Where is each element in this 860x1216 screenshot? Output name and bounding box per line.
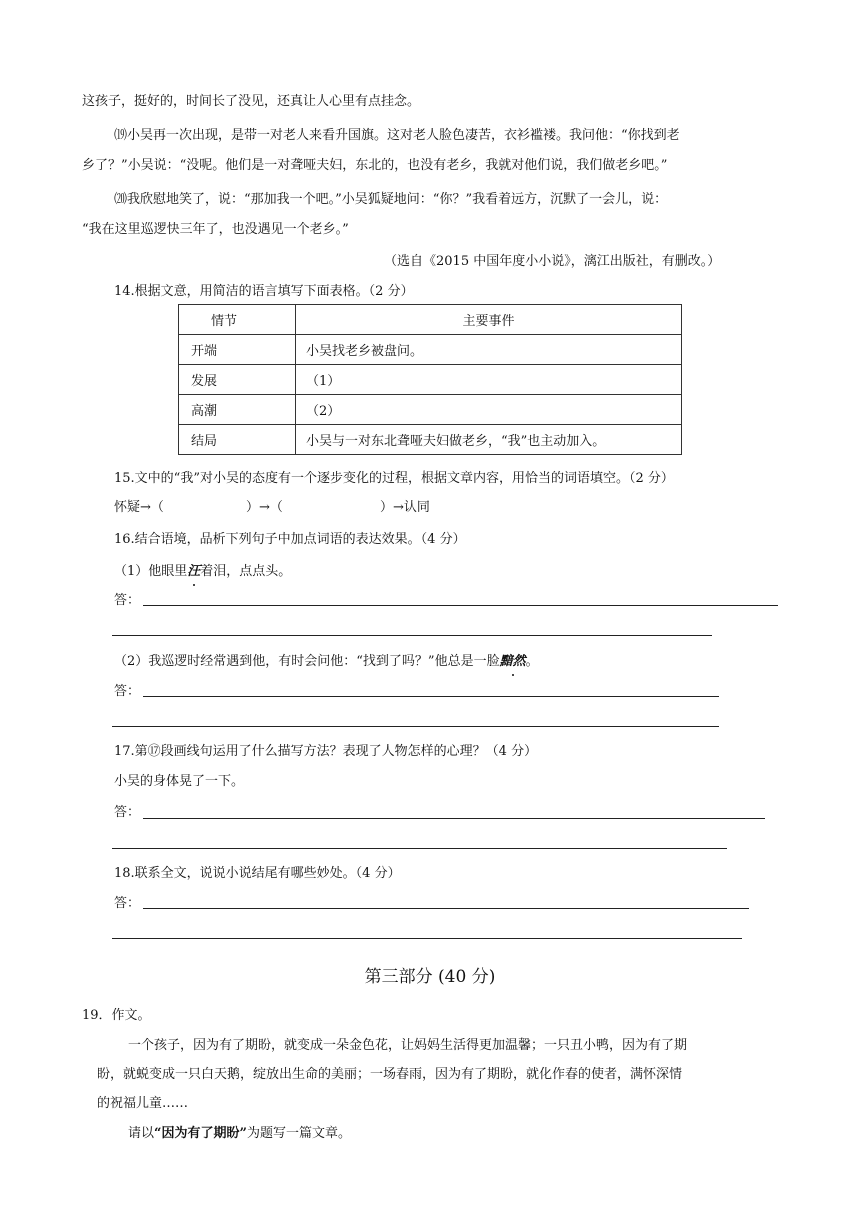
essay-prompt-line-1: 一个孩子，因为有了期盼，就变成一朵金色花，让妈妈生活得更加温馨；一只丑小鸭，因为有了期 [128,1038,688,1053]
header-cell-plot: 情节 [179,305,296,335]
question-17: 17.第⑰段画线句运用了什么描写方法？表现了人物怎样的心理？（4 分） [114,744,538,759]
source-citation: （选自《2015 中国年度小小说》，漓江出版社，有删改。） [384,254,721,269]
essay-task-pre: 请以 [128,1126,155,1141]
table-header-row [179,305,682,335]
table-cell-event[interactable]: （1） [296,365,682,395]
table-row [179,335,682,365]
answer-label: 答： [114,896,141,911]
dotted-word-wang: 汪 [187,562,200,582]
table-cell-stage: 发展 [179,365,296,395]
dotted-word-anran-text: 黯然 [500,652,526,672]
story-line-0: 这孩子，挺好的，时间长了没见，还真让人心里有点挂念。 [82,94,421,109]
paragraph-20-line-2: “我在这里巡逻快三年了，也没遇见一个老乡。” [82,222,349,237]
q16-sentence-1 [114,562,291,582]
table-cell-stage: 开端 [179,335,296,365]
table-row [179,365,682,395]
q17-sentence: 小吴的身体晃了一下。 [114,774,245,789]
table-cell-stage: 高潮 [179,395,296,425]
plot-table [178,304,682,455]
answer-label: 答： [114,593,141,608]
answer-line[interactable] [143,818,765,819]
paragraph-19-line-1: ⒆小吴再一次出现，是带一对老人来看升国旗。这对老人脸色凄苦，衣衫褴褛。我问他：“你找到老 [114,128,680,143]
paragraph-20-line-1: ⒇我欣慰地笑了，说：“那加我一个吧。”小吴狐疑地问：“你？”我看着远方，沉默了一会儿，说： [114,192,668,207]
q16-s1-pre: （1）他眼里 [114,564,188,579]
answer-line[interactable] [143,696,719,697]
answer-line[interactable] [143,605,778,606]
question-14: 14.根据文意，用简洁的语言填写下面表格。（2 分） [114,284,414,299]
question-16: 16.结合语境，品析下列句子中加点词语的表达效果。（4 分） [114,532,466,547]
answer-line[interactable] [112,938,742,939]
attitude-chain-start: 怀疑→（ [114,500,164,515]
essay-task-post: 为题写一篇文章。 [246,1126,351,1141]
answer-line[interactable] [112,635,712,636]
table-row [179,395,682,425]
answer-label: 答： [114,805,141,820]
essay-title: “因为有了期盼” [154,1126,247,1141]
question-18: 18.联系全文，说说小说结尾有哪些妙处。（4 分） [114,866,401,881]
section-heading-part-3: 第三部分 (40 分) [364,967,496,987]
paragraph-19-line-2: 乡了？”小吴说：“没呢。他们是一对聋哑夫妇，东北的，也没有老乡，我就对他们说，我们做老乡吧。” [82,158,668,173]
answer-line[interactable] [112,848,727,849]
table-cell-stage: 结局 [179,425,296,455]
table-cell-event: 小吴与一对东北聋哑夫妇做老乡，“我”也主动加入。 [296,425,682,455]
table-row [179,425,682,455]
q16-s2-post: 。 [525,654,539,669]
dotted-word-anran [500,654,526,669]
question-19-label: 19．作文。 [82,1008,151,1023]
answer-line[interactable] [143,908,749,909]
question-15: 15.文中的“我”对小吴的态度有一个逐步变化的过程，根据文章内容，用恰当的词语填空。（2 分） [114,471,674,486]
attitude-chain-end[interactable]: ）→认同 [380,500,430,515]
answer-label: 答： [114,684,141,699]
answer-line[interactable] [112,726,719,727]
essay-prompt-line-2: 盼，就蜕变成一只白天鹅，绽放出生命的美丽；一场春雨，因为有了期盼，就化作春的使者，满怀深情 [97,1067,683,1082]
q16-s2-pre: （2）我巡逻时经常遇到他，有时会问他：“找到了吗？”他总是一脸 [114,654,500,669]
q16-s1-post: 着泪，点点头。 [200,564,292,579]
essay-task [128,1124,351,1144]
q16-sentence-2 [114,652,539,672]
table-cell-event: 小吴找老乡被盘问。 [296,335,682,365]
attitude-chain-mid[interactable]: ）→（ [246,500,283,515]
header-cell-event: 主要事件 [296,305,682,335]
table-cell-event[interactable]: （2） [296,395,682,425]
essay-prompt-line-3: 的祝福儿童…… [97,1096,189,1111]
